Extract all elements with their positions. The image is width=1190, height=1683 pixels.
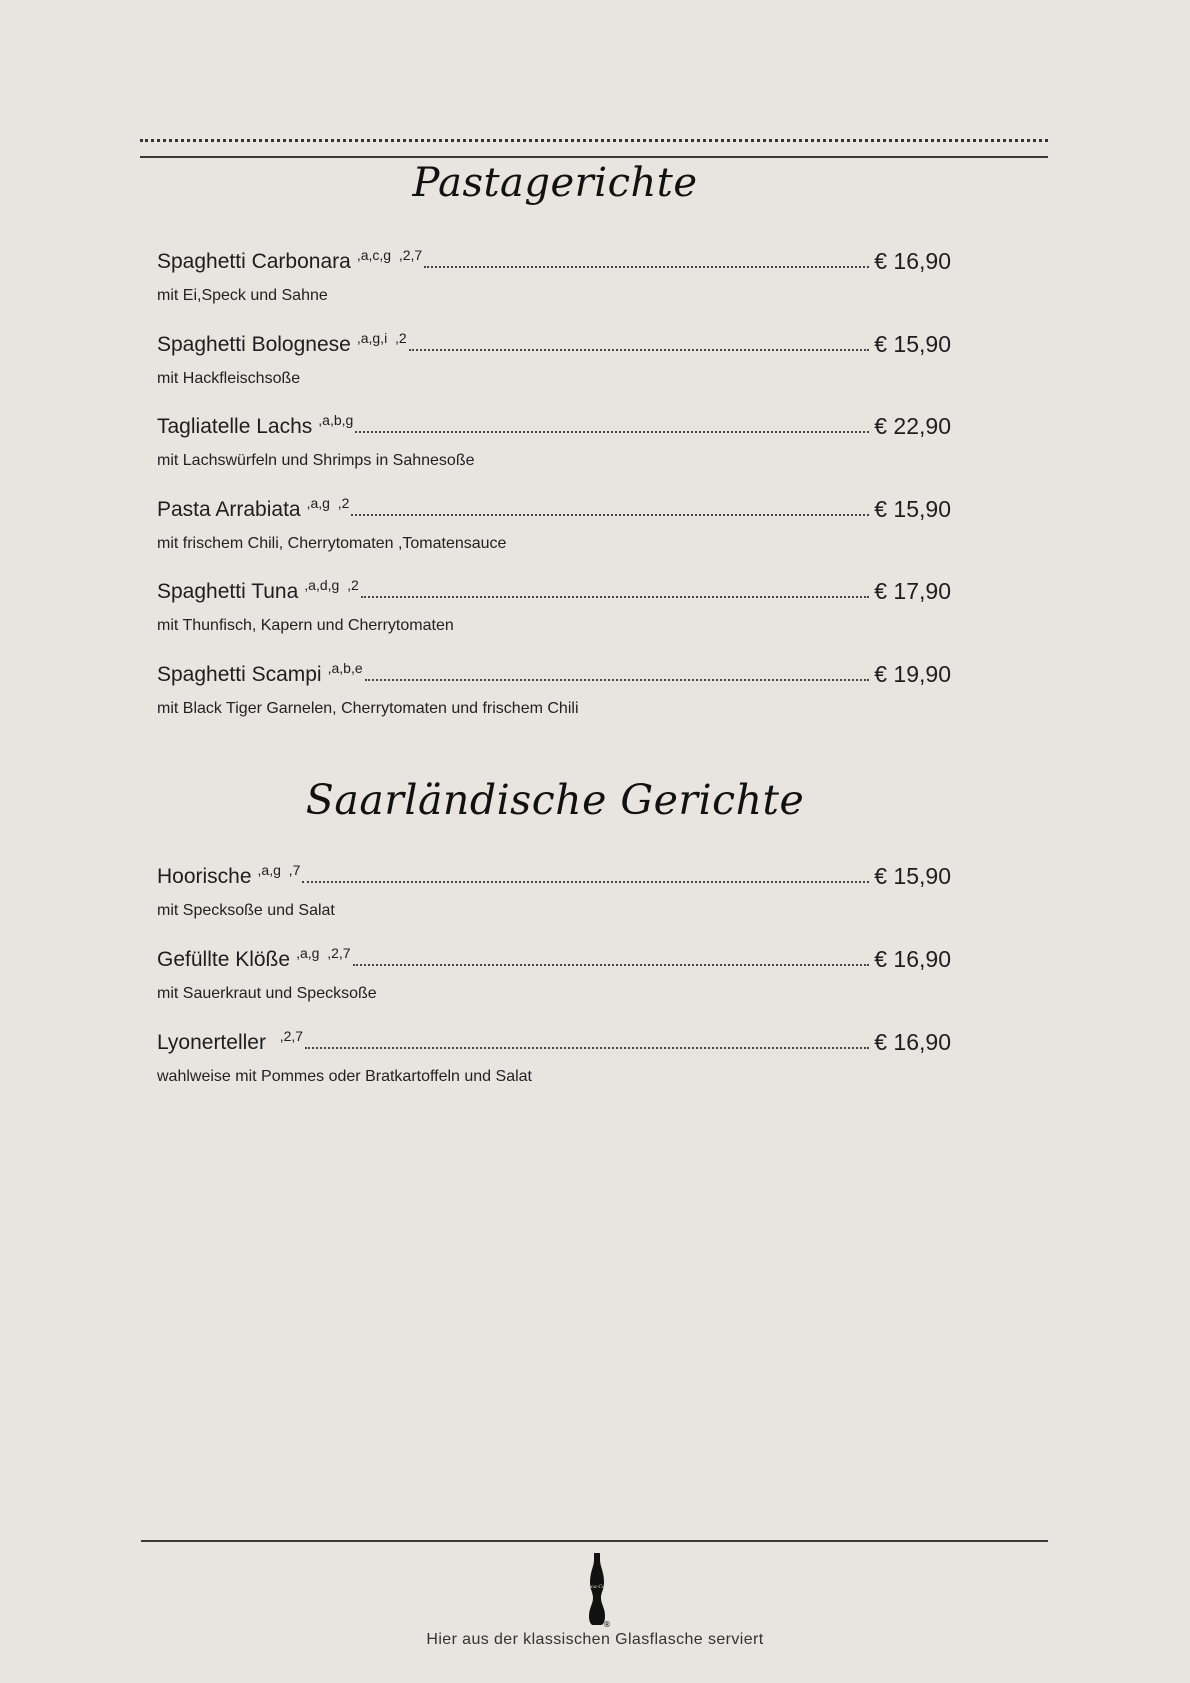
item-description: mit Sauerkraut und Specksoße <box>157 985 377 1002</box>
item-name: Lyonerteller <box>157 1031 266 1054</box>
item-description: mit Hackfleischsoße <box>157 370 301 387</box>
dot-leader <box>409 349 870 351</box>
dot-leader <box>355 431 869 433</box>
item-description: mit Lachswürfeln und Shrimps in Sahnesoße <box>157 452 475 469</box>
item-allergens: ,a,b,e <box>327 660 363 676</box>
item-allergens: ,a,b,g <box>318 412 354 428</box>
item-price: € 15,90 <box>874 331 951 357</box>
menu-item <box>157 1023 951 1086</box>
item-allergens: ,a,d,g ,2 <box>304 577 359 593</box>
menu-item <box>157 490 951 553</box>
top-dotted-border <box>140 139 1048 142</box>
dot-leader <box>353 964 870 966</box>
item-description: mit frischem Chili, Cherrytomaten ,Tomatensauce <box>157 535 507 552</box>
coca-cola-bottle-icon <box>584 1552 610 1628</box>
item-price: € 22,90 <box>874 413 951 439</box>
item-name: Tagliatelle Lachs <box>157 415 313 438</box>
menu-item <box>157 572 951 635</box>
dot-leader <box>365 679 870 681</box>
item-allergens: ,a,g ,2 <box>306 495 350 511</box>
item-allergens: ,a,g,i ,2 <box>356 330 407 346</box>
item-allergens: ,2,7 <box>271 1028 304 1044</box>
menu-item <box>157 242 951 305</box>
menu-item <box>157 407 951 470</box>
item-allergens: ,a,g ,2,7 <box>296 945 351 961</box>
item-description: mit Thunfisch, Kapern und Cherrytomaten <box>157 617 454 634</box>
bottom-divider <box>141 1540 1048 1542</box>
item-allergens: ,a,g ,7 <box>257 862 301 878</box>
item-description: mit Ei,Speck und Sahne <box>157 287 328 304</box>
menu-item <box>157 940 951 1003</box>
dot-leader <box>302 881 869 883</box>
bottle-logo-text: Coca-Cola <box>584 1584 610 1590</box>
section-title-pasta: Pastagerichte <box>412 160 698 206</box>
item-name: Spaghetti Carbonara <box>157 250 351 273</box>
item-price: € 15,90 <box>874 863 951 889</box>
item-description: wahlweise mit Pommes oder Bratkartoffeln und Salat <box>157 1068 532 1085</box>
dot-leader <box>305 1047 869 1049</box>
menu-item <box>157 655 951 718</box>
item-price: € 15,90 <box>874 496 951 522</box>
menu-item <box>157 857 951 920</box>
footer-note: Hier aus der klassischen Glasflasche serviert <box>426 1631 764 1648</box>
menu-item <box>157 325 951 388</box>
item-description: mit Black Tiger Garnelen, Cherrytomaten und frischem Chili <box>157 700 579 717</box>
item-name: Hoorische <box>157 865 252 888</box>
item-description: mit Specksoße und Salat <box>157 902 335 919</box>
item-name: Spaghetti Bolognese <box>157 333 351 356</box>
item-name: Spaghetti Scampi <box>157 663 322 686</box>
dot-leader <box>424 266 869 268</box>
item-name: Spaghetti Tuna <box>157 580 299 603</box>
registered-mark: ® <box>603 1620 611 1629</box>
item-name: Pasta Arrabiata <box>157 498 301 521</box>
item-price: € 16,90 <box>874 248 951 274</box>
item-price: € 16,90 <box>874 1029 951 1055</box>
item-price: € 16,90 <box>874 946 951 972</box>
item-price: € 19,90 <box>874 661 951 687</box>
top-divider <box>140 156 1048 158</box>
dot-leader <box>361 596 869 598</box>
dot-leader <box>351 514 869 516</box>
item-allergens: ,a,c,g ,2,7 <box>356 247 423 263</box>
item-price: € 17,90 <box>874 578 951 604</box>
item-name: Gefüllte Klöße <box>157 948 291 971</box>
section-title-saarland: Saarländische Gerichte <box>305 776 805 824</box>
